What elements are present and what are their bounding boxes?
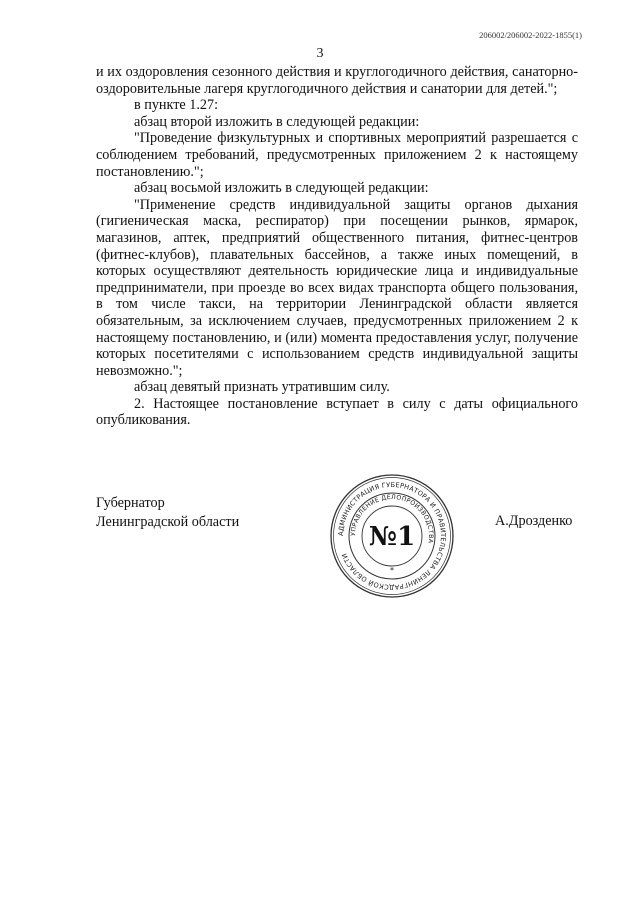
paragraph-quoted-text: "Применение средств индивидуальной защиты органов дыхания (гигиеническая маска, респиратор) при посещении рынков, ярмарок, магазинов, аптек, предприятий общественного питания, фитнес-центров (фитнес-клубов), плавательных бассейнов, а также иных помещений, в которых осуществляют деятельность юридические лица и индивидуальные предприниматели, при проезде во всех видах транспорта общего пользования, в том числе такси, на территории Ленинградской области является обязательным, за исключением случаев, предусмотренных приложением 2 к настоящему постановлению, и (или) момента предоставления услуг, получение которых посетителями с использованием средств индивидуальной защиты невозможно."; xyxy=(96,196,578,379)
signatory-title-line: Губернатор xyxy=(96,495,165,511)
signatory-title-line: Ленинградской области xyxy=(96,514,240,530)
paragraph-amendment-instruction: абзац восьмой изложить в следующей редакции: xyxy=(134,180,429,197)
stamp-inner-text: УПРАВЛЕНИЕ ДЕЛОПРОИЗВОДСТВА xyxy=(349,493,435,544)
paragraph-clause-reference: в пункте 1.27: xyxy=(134,97,219,114)
document-body xyxy=(96,64,578,429)
stamp-center-number: №1 xyxy=(368,522,416,552)
document-registration-number: 206002/206002-2022-1855(1) xyxy=(479,30,582,40)
official-stamp xyxy=(328,472,456,600)
paragraph-amendment-instruction: абзац второй изложить в следующей редакции: xyxy=(134,113,420,130)
stamp-ring-text: АДМИНИСТРАЦИЯ ГУБЕРНАТОРА И ПРАВИТЕЛЬСТВА ЛЕНИНГРАДСКОЙ ОБЛАСТИ xyxy=(336,480,448,592)
paragraph-quoted-text: "Проведение физкультурных и спортивных мероприятий разрешается с соблюдением требований, предусмотренных приложением 2 к настоящему постановлению."; xyxy=(96,130,578,180)
stamp-star-icon: * xyxy=(390,566,394,575)
signatory-name: А.Дрозденко xyxy=(495,513,573,529)
paragraph-effective-date: 2. Настоящее постановление вступает в силу с даты официального опубликования. xyxy=(96,395,578,429)
paragraph-amendment-instruction: абзац девятый признать утратившим силу. xyxy=(134,379,390,396)
page-number: 3 xyxy=(316,46,324,61)
paragraph-continuation: и их оздоровления сезонного действия и круглогодичного действия, санаторно-оздоровительные лагеря круглогодичного действия и санатории для детей."; xyxy=(96,64,578,97)
signatory-title xyxy=(96,494,239,532)
